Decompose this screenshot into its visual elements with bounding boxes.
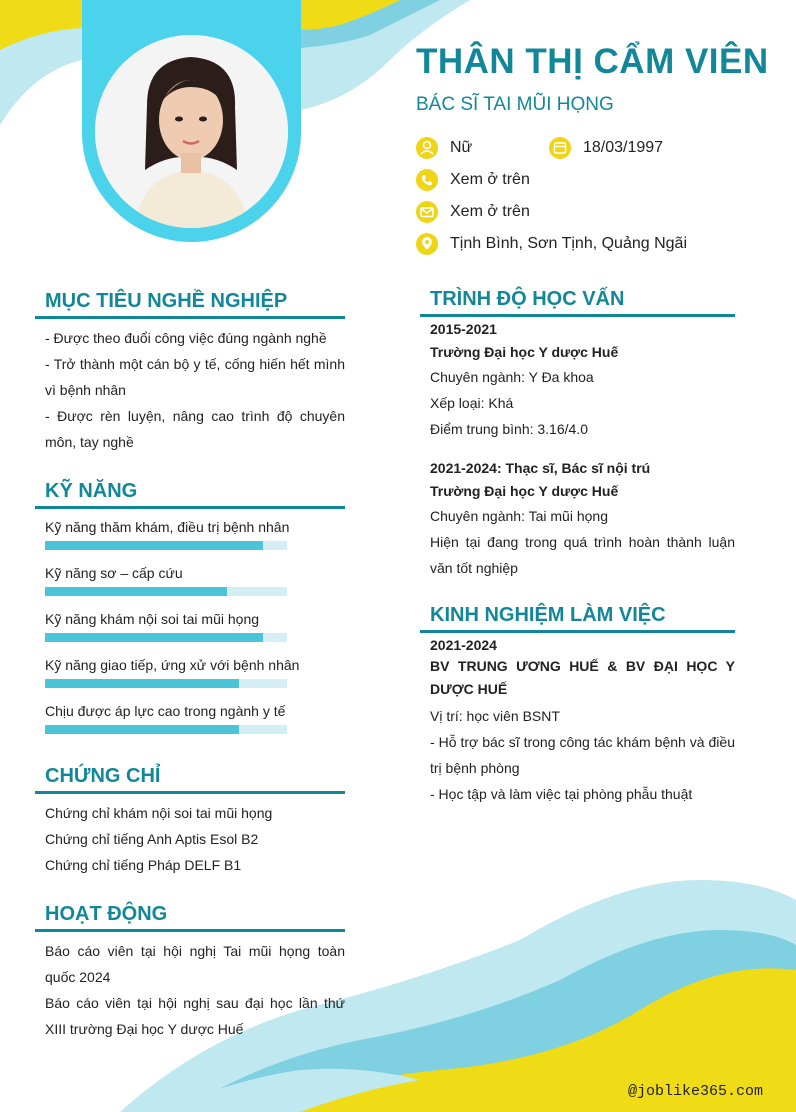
certificates-heading: CHỨNG CHỈ xyxy=(45,765,161,787)
skill-bar-fill xyxy=(45,541,263,550)
activities-divider xyxy=(35,929,345,932)
skill-label: Kỹ năng khám nội soi tai mũi họng xyxy=(45,611,260,627)
objective-heading: MỤC TIÊU NGHỀ NGHIỆP xyxy=(45,290,288,312)
activities-heading: HOẠT ĐỘNG xyxy=(45,903,168,925)
certificate-item: Chứng chỉ tiếng Anh Aptis Esol B2 xyxy=(45,831,259,847)
education-gpa: Điểm trung bình: 3.16/4.0 xyxy=(430,421,588,437)
skill-bar xyxy=(45,541,287,550)
skill-bar-fill xyxy=(45,679,239,688)
phone-value: Xem ở trên xyxy=(450,171,530,188)
address-value: Tịnh Bình, Sơn Tịnh, Quảng Ngãi xyxy=(450,235,687,252)
education-school: Trường Đại học Y dược Huế xyxy=(430,483,619,499)
certificate-item: Chứng chỉ tiếng Pháp DELF B1 xyxy=(45,857,242,873)
skill-label: Chịu được áp lực cao trong ngành y tế xyxy=(45,703,286,719)
education-period: 2015-2021 xyxy=(430,321,497,337)
objective-list xyxy=(45,325,345,455)
phone-row xyxy=(416,169,530,191)
avatar xyxy=(95,35,288,228)
address-row xyxy=(416,233,687,255)
email-value: Xem ở trên xyxy=(450,203,530,220)
gender-row xyxy=(416,137,472,159)
experience-duties xyxy=(430,729,735,807)
skill-bar xyxy=(45,633,287,642)
dob-value: 18/03/1997 xyxy=(583,139,664,156)
skill-bar-fill xyxy=(45,633,263,642)
education-period: 2021-2024: Thạc sĩ, Bác sĩ nội trú xyxy=(430,460,651,476)
experience-heading: KINH NGHIỆM LÀM VIỆC xyxy=(430,604,666,626)
user-icon xyxy=(416,137,438,159)
objective-line: - Được rèn luyện, nâng cao trình độ chuyên môn, tay nghề xyxy=(45,408,345,450)
experience-position: Vị trí: học viên BSNT xyxy=(430,708,560,724)
skill-bar-fill xyxy=(45,587,227,596)
experience-period: 2021-2024 xyxy=(430,637,497,653)
phone-icon xyxy=(416,169,438,191)
education-heading: TRÌNH ĐỘ HỌC VẤN xyxy=(430,288,625,310)
objective-line: - Được theo đuổi công việc đúng ngành nghề xyxy=(45,330,327,346)
mail-icon xyxy=(416,201,438,223)
objective-divider xyxy=(35,316,345,319)
activity-item: Báo cáo viên tại hội nghị Tai mũi họng toàn quốc 2024 xyxy=(45,943,345,985)
experience-company: BV TRUNG ƯƠNG HUẾ & BV ĐẠI HỌC Y DƯỢC HUẾ xyxy=(430,658,735,697)
dob-row xyxy=(549,137,663,159)
skill-bar-fill xyxy=(45,725,239,734)
certificates-list xyxy=(45,800,345,878)
activities-list xyxy=(45,938,345,1042)
gender-value: Nữ xyxy=(450,139,473,156)
calendar-icon xyxy=(549,137,571,159)
watermark: @joblike365.com xyxy=(627,1083,763,1100)
certificate-item: Chứng chỉ khám nội soi tai mũi họng xyxy=(45,805,273,821)
skill-bar xyxy=(45,587,287,596)
location-icon xyxy=(416,233,438,255)
objective-line: - Trở thành một cán bộ y tế, cống hiến hết mình vì bệnh nhân xyxy=(45,356,345,398)
education-school: Trường Đại học Y dược Huế xyxy=(430,344,619,360)
skill-bar xyxy=(45,725,287,734)
certificates-divider xyxy=(35,791,345,794)
experience-duty: - Học tập và làm việc tại phòng phẫu thuật xyxy=(430,786,693,802)
skill-label: Kỹ năng giao tiếp, ứng xử với bệnh nhân xyxy=(45,657,300,673)
job-title: BÁC SĨ TAI MŨI HỌNG xyxy=(416,94,614,115)
education-note: Hiện tại đang trong quá trình hoàn thành luận văn tốt nghiệp xyxy=(430,534,735,576)
skills-divider xyxy=(35,506,345,509)
education-major: Chuyên ngành: Tai mũi họng xyxy=(430,508,608,524)
activity-item: Báo cáo viên tại hội nghị sau đại học lần thứ XIII trường Đại học Y dược Huế xyxy=(45,995,345,1037)
email-row xyxy=(416,201,530,223)
skill-label: Kỹ năng thăm khám, điều trị bệnh nhân xyxy=(45,519,290,535)
education-rank: Xếp loại: Khá xyxy=(430,395,514,411)
education-major: Chuyên ngành: Y Đa khoa xyxy=(430,369,594,385)
skill-bar xyxy=(45,679,287,688)
skill-label: Kỹ năng sơ – cấp cứu xyxy=(45,565,183,581)
candidate-name: THÂN THỊ CẨM VIÊN xyxy=(416,42,769,81)
experience-duty: - Hỗ trợ bác sĩ trong công tác khám bệnh và điều trị bệnh phòng xyxy=(430,734,735,776)
skills-heading: KỸ NĂNG xyxy=(45,480,138,502)
